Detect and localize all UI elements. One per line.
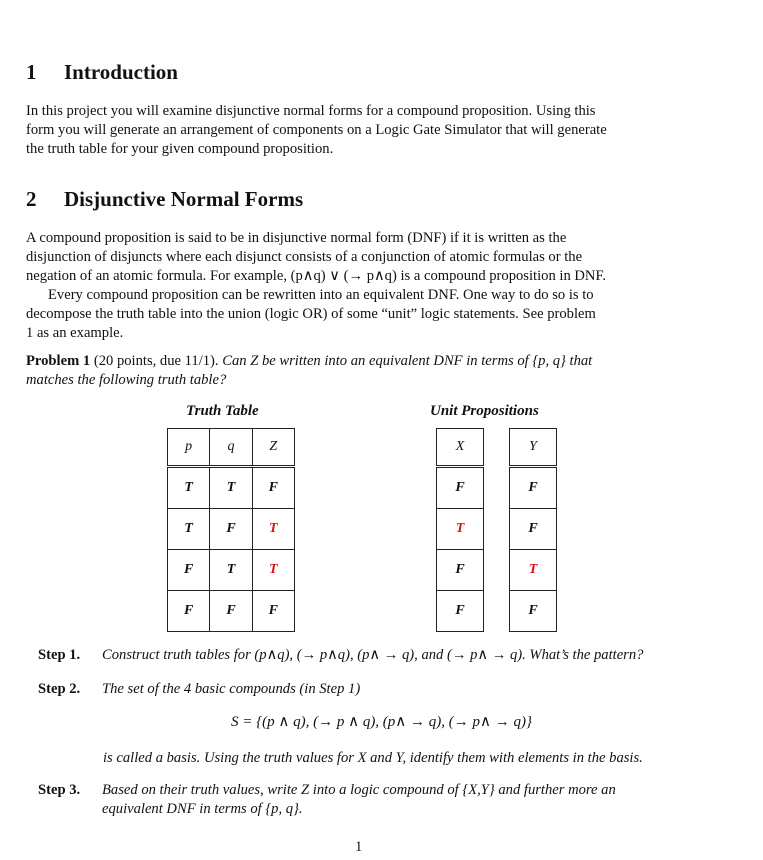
cell: F xyxy=(168,550,210,591)
cell: F xyxy=(510,467,557,509)
cell: T xyxy=(168,509,210,550)
paragraph-line: negation of an atomic formula. For example, (p∧q) ∨ (→ p∧q) is a compound proposition in DNF. xyxy=(26,268,607,284)
cell: F xyxy=(252,591,294,632)
paragraph-line: disjunction of disjuncts where each disjunct consists of a conjunction of atomic formulas or the xyxy=(26,249,583,265)
section-1-number: 1 xyxy=(26,60,37,84)
basis-equation: S = {(p ∧ q), (→ p ∧ q), (p∧ → q), (→ p∧ → q)} xyxy=(231,714,532,730)
step-text: The set of the 4 basic compounds (in Step 1) xyxy=(102,681,361,697)
truth-table-caption: Truth Table xyxy=(186,403,259,419)
paragraph-line: decompose the truth table into the union (logic OR) of some “unit” logic statements. See problem xyxy=(26,306,596,322)
paragraph-line: form you will generate an arrangement of components on a Logic Gate Simulator that will generate xyxy=(26,122,607,138)
step-label: Step 1. xyxy=(38,647,81,663)
section-1-paragraph xyxy=(26,102,698,159)
table-row xyxy=(168,467,295,509)
table-row xyxy=(168,509,295,550)
cell: F xyxy=(437,467,484,509)
section-2-number: 2 xyxy=(26,187,37,211)
step-1 xyxy=(38,646,738,665)
header-z: Z xyxy=(252,429,294,467)
header-x: X xyxy=(437,429,484,467)
section-1-title: Introduction xyxy=(64,60,178,84)
header-q: q xyxy=(210,429,252,467)
cell: T xyxy=(210,467,252,509)
problem-1 xyxy=(26,352,698,390)
paragraph-line: A compound proposition is said to be in disjunctive normal form (DNF) if it is written as the xyxy=(26,230,567,246)
cell: F xyxy=(168,591,210,632)
basis-note: is called a basis. Using the truth values for X and Y, identify them with elements in the basis. xyxy=(103,750,643,766)
problem-meta: (20 points, due 11/1). xyxy=(93,353,219,369)
cell-highlight: T xyxy=(510,550,557,591)
problem-label: Problem 1 xyxy=(26,353,91,369)
unit-table-x xyxy=(436,428,484,632)
cell: F xyxy=(437,591,484,632)
header-p: p xyxy=(168,429,210,467)
paragraph-line: the truth table for your given compound proposition. xyxy=(26,141,334,157)
problem-question: Can Z be written into an equivalent DNF in terms of {p, q} that xyxy=(222,353,593,369)
page-number: 1 xyxy=(355,839,363,855)
section-2-title: Disjunctive Normal Forms xyxy=(64,187,304,211)
section-1-heading xyxy=(26,60,178,85)
step-text: Based on their truth values, write Z into a logic compound of {X,Y} and further more an xyxy=(102,782,616,798)
table-row xyxy=(168,591,295,632)
problem-question-cont: matches the following truth table? xyxy=(26,372,227,388)
step-2 xyxy=(38,680,738,699)
unit-props-caption: Unit Propositions xyxy=(430,403,539,419)
truth-table xyxy=(167,428,295,632)
cell-highlight: T xyxy=(252,550,294,591)
paragraph-line: 1 as an example. xyxy=(26,325,124,341)
cell: F xyxy=(210,509,252,550)
cell: F xyxy=(210,591,252,632)
unit-table-y xyxy=(509,428,557,632)
paragraph-line: In this project you will examine disjunctive normal forms for a compound proposition. Using this xyxy=(26,103,596,119)
cell: F xyxy=(510,591,557,632)
section-2-heading xyxy=(26,187,303,212)
cell-highlight: T xyxy=(252,509,294,550)
step-text-cont: equivalent DNF in terms of {p, q}. xyxy=(102,801,303,817)
cell-highlight: T xyxy=(437,509,484,550)
paragraph-line: Every compound proposition can be rewritten into an equivalent DNF. One way to do so is to xyxy=(48,287,594,303)
step-label: Step 2. xyxy=(38,681,81,697)
cell: T xyxy=(210,550,252,591)
header-y: Y xyxy=(510,429,557,467)
cell: F xyxy=(252,467,294,509)
step-label: Step 3. xyxy=(38,782,81,798)
table-row xyxy=(168,550,295,591)
cell: T xyxy=(168,467,210,509)
step-text: Construct truth tables for (p∧q), (→ p∧q), (p∧ → q), and (→ p∧ → q). What’s the pattern? xyxy=(102,647,644,663)
section-2-paragraph xyxy=(26,229,698,343)
step-3 xyxy=(38,781,738,819)
cell: F xyxy=(510,509,557,550)
cell: F xyxy=(437,550,484,591)
